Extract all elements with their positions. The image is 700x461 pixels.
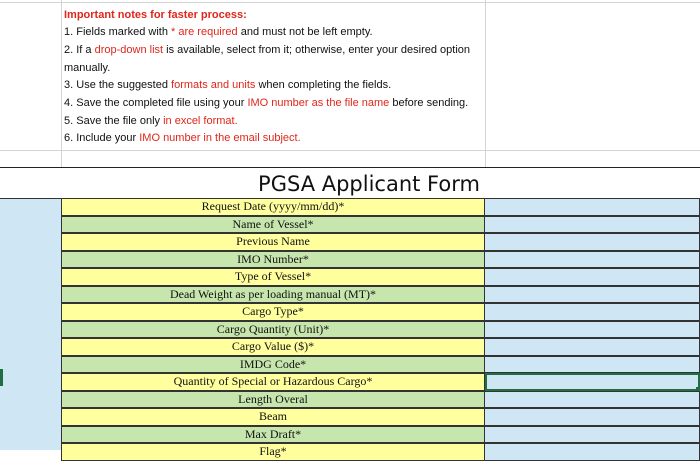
note-line bbox=[64, 97, 468, 109]
field-label: Name of Vessel* bbox=[61, 216, 485, 234]
field-label: Cargo Value ($)* bbox=[61, 338, 485, 356]
field-label: IMO Number* bbox=[61, 251, 485, 269]
left-margin-column bbox=[0, 198, 61, 450]
note-highlight: * are required bbox=[171, 26, 238, 38]
gridline bbox=[485, 0, 486, 168]
note-highlight: drop-down list bbox=[94, 44, 164, 56]
note-line bbox=[64, 26, 373, 38]
field-label: Dead Weight as per loading manual (MT)* bbox=[61, 286, 485, 304]
field-input-cell[interactable] bbox=[485, 356, 700, 374]
note-text: before sending. bbox=[389, 97, 469, 109]
field-label: IMDG Code* bbox=[61, 356, 485, 374]
note-line bbox=[64, 79, 391, 91]
field-label: Quantity of Special or Hazardous Cargo* bbox=[61, 373, 485, 391]
gridline bbox=[61, 0, 62, 168]
field-input-cell[interactable] bbox=[485, 268, 700, 286]
field-label: Cargo Quantity (Unit)* bbox=[61, 321, 485, 339]
note-text: and must not be left empty. bbox=[237, 26, 373, 38]
field-input-cell[interactable] bbox=[485, 443, 700, 461]
note-line bbox=[64, 62, 110, 74]
note-text: is available, select from it; otherwise, enter your desired option bbox=[163, 44, 471, 56]
note-line bbox=[64, 132, 301, 144]
title-border bbox=[0, 167, 700, 168]
note-highlight: in excel format. bbox=[163, 115, 238, 127]
field-label: Request Date (yyyy/mm/dd)* bbox=[61, 198, 485, 216]
field-label: Type of Vessel* bbox=[61, 268, 485, 286]
note-highlight: formats and units bbox=[171, 79, 256, 91]
note-text: manually. bbox=[64, 62, 111, 74]
field-input-cell[interactable] bbox=[485, 216, 700, 234]
note-number: 2. bbox=[64, 44, 74, 56]
gridline bbox=[0, 2, 700, 3]
note-text: Use the suggested bbox=[73, 79, 172, 91]
note-number: 6. bbox=[64, 132, 74, 144]
field-input-cell[interactable] bbox=[485, 198, 700, 216]
note-text: Save the completed file using your bbox=[73, 97, 248, 109]
note-number: 4. bbox=[64, 97, 74, 109]
note-text: If a bbox=[73, 44, 95, 56]
field-label: Cargo Type* bbox=[61, 303, 485, 321]
note-highlight: IMO number as the file name bbox=[247, 97, 390, 109]
field-input-cell[interactable] bbox=[485, 303, 700, 321]
selection-marker bbox=[0, 369, 3, 386]
note-line bbox=[64, 115, 238, 127]
form-title: PGSA Applicant Form bbox=[258, 172, 480, 196]
notes-heading: Important notes for faster process: bbox=[64, 9, 247, 21]
field-input-cell[interactable] bbox=[485, 233, 700, 251]
field-input-cell[interactable] bbox=[485, 373, 700, 391]
field-label: Beam bbox=[61, 408, 485, 426]
field-input-cell[interactable] bbox=[485, 286, 700, 304]
note-number: 1. bbox=[64, 26, 74, 38]
note-number: 5. bbox=[64, 115, 74, 127]
field-input-cell[interactable] bbox=[485, 426, 700, 444]
note-text: Save the file only bbox=[73, 115, 164, 127]
field-input-cell[interactable] bbox=[485, 251, 700, 269]
note-text: Fields marked with bbox=[73, 26, 171, 38]
field-label: Previous Name bbox=[61, 233, 485, 251]
field-input-cell[interactable] bbox=[485, 391, 700, 409]
note-number: 3. bbox=[64, 79, 74, 91]
field-input-cell[interactable] bbox=[485, 338, 700, 356]
gridline bbox=[0, 150, 700, 151]
note-text: Include your bbox=[73, 132, 140, 144]
field-label: Length Overal bbox=[61, 391, 485, 409]
field-label: Max Draft* bbox=[61, 426, 485, 444]
field-input-cell[interactable] bbox=[485, 321, 700, 339]
note-line bbox=[64, 44, 470, 56]
field-label: Flag* bbox=[61, 443, 485, 461]
note-text: when completing the fields. bbox=[255, 79, 392, 91]
note-highlight: IMO number in the email subject. bbox=[139, 132, 301, 144]
field-input-cell[interactable] bbox=[485, 408, 700, 426]
